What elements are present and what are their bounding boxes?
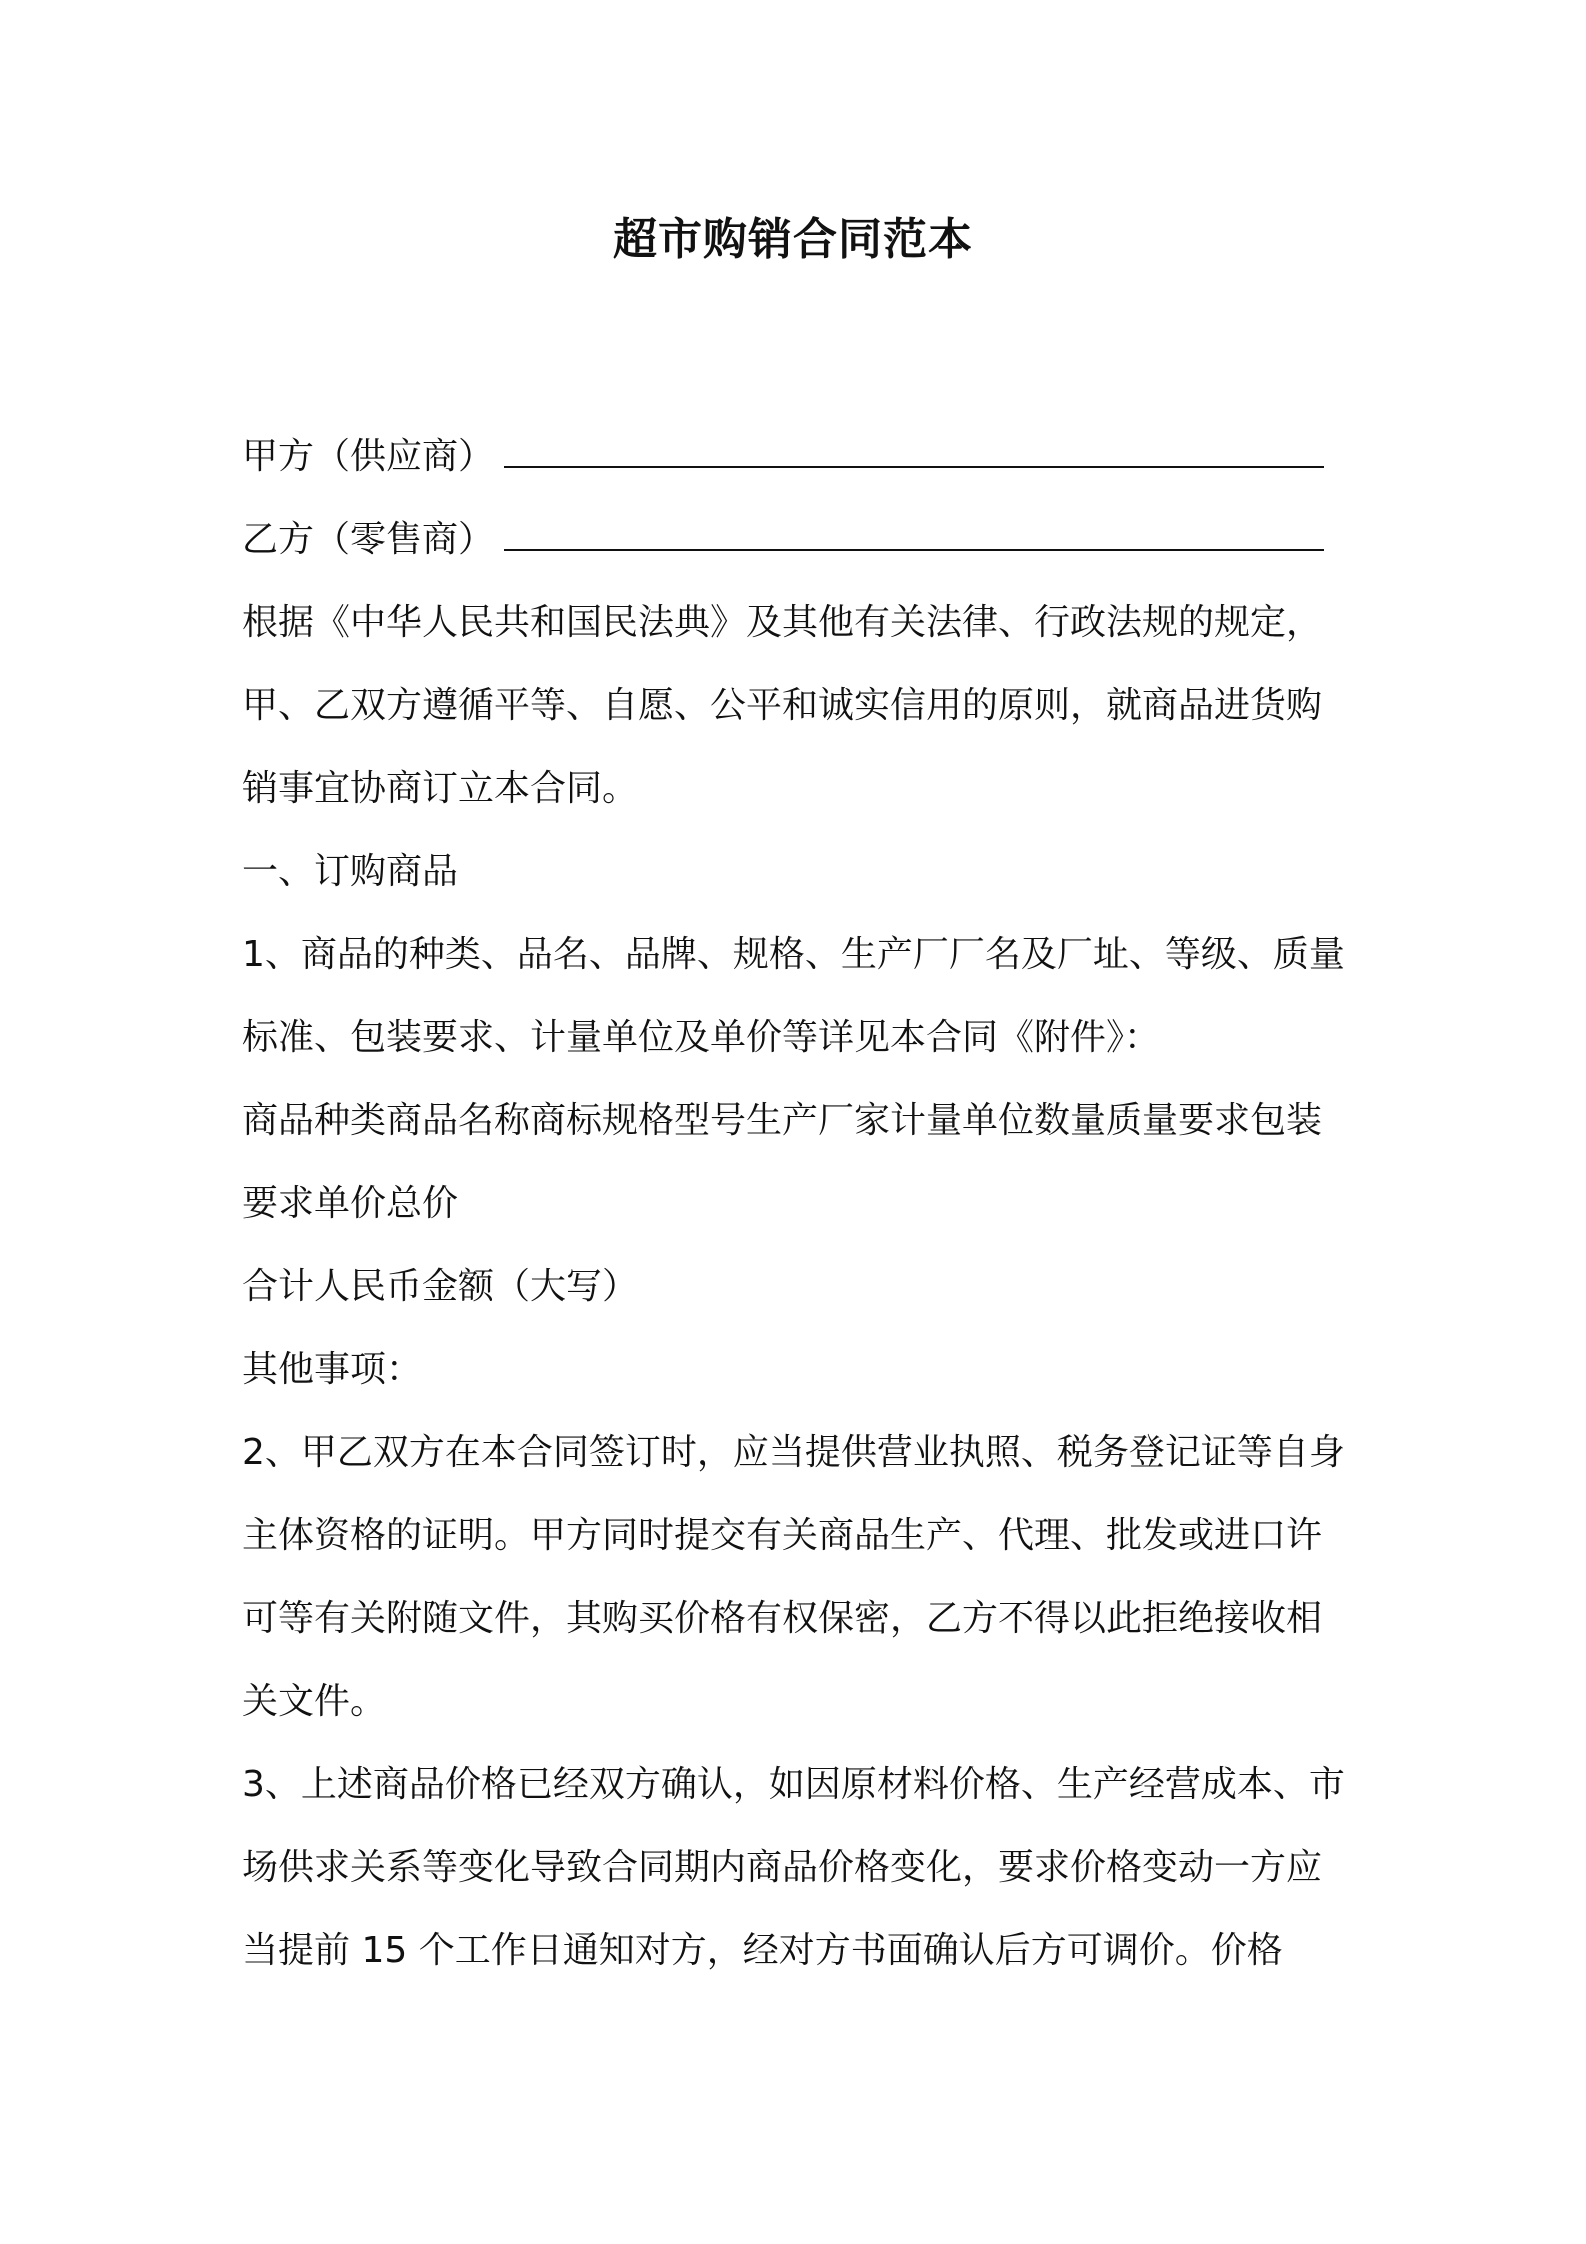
contract-body bbox=[242, 415, 1352, 1992]
clause-3-paragraph: 3、上述商品价格已经双方确认，如因原材料价格、生产经营成本、市场供求关系等变化导致合同期内商品价格变化，要求价格变动一方应当提前 15 个工作日通知对方，经对方书面确认后方可调价。价格 bbox=[242, 1764, 1345, 1971]
total-amount-line: 合计人民币金额（大写） bbox=[242, 1266, 639, 1307]
party-a-label: 甲方（供应商） bbox=[242, 436, 495, 477]
other-matters-line: 其他事项： bbox=[242, 1349, 423, 1390]
party-b-label: 乙方（零售商） bbox=[242, 519, 495, 560]
section-heading-order-goods: 一、订购商品 bbox=[242, 851, 459, 892]
clause-2-paragraph: 2、甲乙双方在本合同签订时，应当提供营业执照、税务登记证等自身主体资格的证明。甲方同时提交有关商品生产、代理、批发或进口许可等有关附随文件，其购买价格有权保密，乙方不得以此拒绝接收相关文件。 bbox=[242, 1432, 1345, 1722]
party-a-blank bbox=[504, 430, 1324, 468]
party-b-line bbox=[242, 498, 1352, 581]
page-title: 超市购销合同范本 bbox=[613, 214, 973, 265]
preamble-paragraph: 根据《中华人民共和国民法典》及其他有关法律、行政法规的规定，甲、乙双方遵循平等、自愿、公平和诚实信用的原则，就商品进货购销事宜协商订立本合同。 bbox=[242, 602, 1323, 809]
goods-table-headers: 商品种类商品名称商标规格型号生产厂家计量单位数量质量要求包装要求单价总价 bbox=[242, 1100, 1323, 1224]
party-a-line bbox=[242, 415, 1352, 498]
party-b-blank bbox=[504, 513, 1324, 551]
clause-1-paragraph: 1、商品的种类、品名、品牌、规格、生产厂厂名及厂址、等级、质量标准、包装要求、计量单位及单价等详见本合同《附件》： bbox=[242, 934, 1345, 1058]
